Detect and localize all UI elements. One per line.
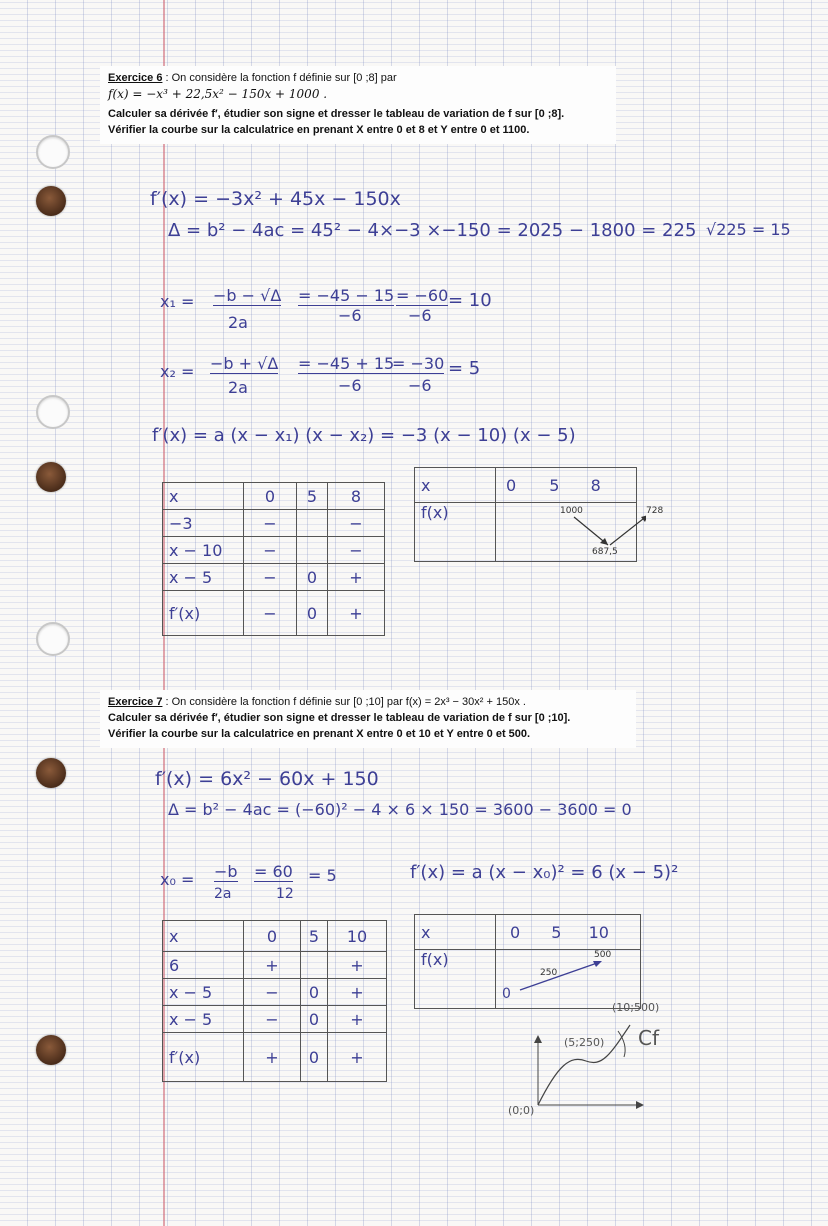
- exercise-6-statement: [100, 66, 616, 144]
- ex7-x0-denominator: 2a: [214, 886, 232, 902]
- ex7-x0-label: x₀ =: [160, 870, 195, 889]
- ex7-delta: Δ = b² − 4ac = (−60)² − 4 × 6 × 150 = 3600 − 3600 = 0: [168, 800, 632, 819]
- table-row: [163, 921, 387, 952]
- exercise-6-check: Vérifier la courbe sur la calculatrice en prenant X entre 0 et 8 et Y entre 0 et 1100.: [108, 124, 530, 136]
- ex6-x1-mid-denominator: −6: [338, 306, 362, 325]
- punch-hole: [36, 135, 70, 169]
- table-row: [163, 1033, 387, 1082]
- ex6-x2-denominator: 2a: [228, 378, 248, 397]
- var6-x0: 0: [506, 475, 517, 495]
- var7-end-value: 500: [594, 950, 612, 960]
- table-cell: x − 5: [163, 979, 244, 1006]
- table-cell: f(x): [415, 950, 496, 1009]
- punch-hole: [36, 395, 70, 429]
- var6-end-value: 728: [646, 506, 664, 516]
- table-cell: −: [328, 537, 385, 564]
- ex6-x2-label: x₂ =: [160, 362, 195, 381]
- table-row: [163, 537, 385, 564]
- table-row: [163, 510, 385, 537]
- var7-x0: 0: [510, 922, 521, 942]
- ex6-derivative: f′(x) = −3x² + 45x − 150x: [150, 188, 401, 210]
- ex6-delta: Δ = b² − 4ac = 45² − 4×−3 ×−150 = 2025 − 1800 = 225: [168, 220, 697, 241]
- sketch-end-label: (10;500): [612, 1001, 660, 1014]
- table-cell: f(x): [415, 503, 496, 562]
- ex7-x0-result: = 5: [308, 866, 337, 885]
- ex7-sign-table: [162, 920, 387, 1082]
- table-row: [415, 468, 637, 503]
- table-cell: x − 5: [163, 1006, 244, 1033]
- ex7-derivative: f′(x) = 6x² − 60x + 150: [155, 768, 379, 790]
- var7-mid-value: 250: [540, 968, 558, 978]
- ex6-variation-table: [414, 467, 664, 562]
- table-cell: 0: [301, 1006, 328, 1033]
- table-cell: 10: [328, 921, 387, 952]
- table-cell: 0: [244, 921, 301, 952]
- ex6-x1-right-numerator: = −60: [396, 286, 449, 305]
- ex6-x1-numerator: −b − √Δ: [213, 286, 282, 305]
- ex6-x2-right-numerator: = −30: [392, 354, 445, 373]
- table-row: [163, 1006, 387, 1033]
- ex6-x1-mid-numerator: = −45 − 15: [298, 286, 395, 305]
- ex7-x0-mid-denominator: 12: [276, 886, 294, 902]
- arrow-head-icon: [641, 515, 646, 522]
- table-cell: +: [328, 591, 385, 636]
- increasing-arrow: [520, 962, 600, 990]
- var6-min-value: 687,5: [592, 547, 618, 557]
- table-cell: +: [244, 1033, 301, 1082]
- table-row: [415, 915, 641, 950]
- ex6-x2-numerator: −b + √Δ: [210, 354, 279, 373]
- table-cell: −: [244, 537, 297, 564]
- table-cell: 5: [297, 483, 328, 510]
- table-row: [163, 979, 387, 1006]
- exercise-6-title: Exercice 6: [108, 72, 163, 84]
- ex6-x1-label: x₁ =: [160, 292, 195, 311]
- exercise-6-task: Calculer sa dérivée f′, étudier son signe et dresser le tableau de variation de f sur [0 ;8].: [108, 108, 565, 120]
- table-cell: [496, 468, 637, 503]
- ex6-x2-mid-numerator: = −45 + 15: [298, 354, 395, 373]
- table-cell: +: [328, 1033, 387, 1082]
- exercise-7-task: Calculer sa dérivée f′, étudier son signe et dresser le tableau de variation de f sur [0 ;10].: [108, 712, 571, 724]
- ex7-factored-derivative: f′(x) = a (x − x₀)² = 6 (x − 5)²: [410, 862, 679, 883]
- table-cell: [301, 952, 328, 979]
- ex6-x1-result: = 10: [448, 290, 492, 311]
- arrow-up-icon: [534, 1035, 542, 1043]
- table-cell: −: [244, 1006, 301, 1033]
- table-cell: −: [244, 564, 297, 591]
- table-cell: 8: [328, 483, 385, 510]
- table-cell: 0: [301, 979, 328, 1006]
- table-cell: 0: [297, 564, 328, 591]
- exercise-6-intro: : On considère la fonction f définie sur [0 ;8] par: [162, 72, 397, 84]
- table-cell: 5: [301, 921, 328, 952]
- table-cell: −: [244, 510, 297, 537]
- punch-hole: [36, 1035, 66, 1065]
- var6-arrows: [496, 503, 646, 563]
- table-cell: 0: [297, 591, 328, 636]
- var6-x2: 8: [590, 475, 601, 495]
- sketch-mid-label: (5;250): [564, 1036, 605, 1049]
- ex6-x1-right-denominator: −6: [408, 306, 432, 325]
- table-cell: 0: [244, 483, 297, 510]
- ex6-x1-denominator: 2a: [228, 313, 248, 332]
- punch-hole: [36, 758, 66, 788]
- table-cell: x − 5: [163, 564, 244, 591]
- table-cell: x: [415, 915, 496, 950]
- ex6-factored-derivative: f′(x) = a (x − x₁) (x − x₂) = −3 (x − 10) (x − 5): [152, 425, 576, 446]
- ex6-x2-result: = 5: [448, 358, 481, 379]
- exercise-7-statement: [100, 690, 636, 748]
- table-cell: 6: [163, 952, 244, 979]
- ex6-sign-table: [162, 482, 385, 636]
- var7-x1: 5: [551, 922, 562, 942]
- table-row: [163, 952, 387, 979]
- table-cell: +: [328, 952, 387, 979]
- table-row: [163, 564, 385, 591]
- punch-hole: [36, 462, 66, 492]
- ex6-x2-mid-denominator: −6: [338, 376, 362, 395]
- table-cell: −: [244, 591, 297, 636]
- table-cell: [297, 537, 328, 564]
- annotation-arrow: [618, 1031, 625, 1057]
- sketch-origin-label: (0;0): [508, 1104, 535, 1117]
- exercise-7-title: Exercice 7: [108, 696, 163, 708]
- table-cell: f′(x): [163, 1033, 244, 1082]
- table-cell: x: [415, 468, 496, 503]
- arrow-right-icon: [636, 1101, 644, 1109]
- ex7-x0-mid-numerator: = 60: [254, 862, 293, 881]
- table-cell: x − 10: [163, 537, 244, 564]
- table-cell: x: [163, 483, 244, 510]
- ex7-x0-numerator: −b: [214, 862, 238, 881]
- table-row: [163, 591, 385, 636]
- exercise-7-intro: : On considère la fonction f définie sur [0 ;10] par f(x) = 2x³ − 30x² + 150x .: [162, 696, 526, 708]
- table-row: [163, 483, 385, 510]
- table-cell: +: [328, 1006, 387, 1033]
- table-cell: −: [328, 510, 385, 537]
- table-cell: 0: [301, 1033, 328, 1082]
- table-cell: x: [163, 921, 244, 952]
- table-cell: +: [328, 564, 385, 591]
- table-cell: [496, 915, 641, 950]
- exercise-7-check: Vérifier la courbe sur la calculatrice en prenant X entre 0 et 10 et Y entre 0 et 500.: [108, 728, 531, 740]
- var7-start-value: 0: [502, 986, 511, 1002]
- table-cell: +: [328, 979, 387, 1006]
- exercise-6-function: f(x) = −x³ + 22,5x² − 150x + 1000 .: [108, 87, 328, 101]
- table-cell: f′(x): [163, 591, 244, 636]
- increasing-arrow: [610, 515, 646, 545]
- var7-x2: 10: [588, 922, 609, 942]
- punch-hole: [36, 186, 66, 216]
- table-cell: −3: [163, 510, 244, 537]
- var6-x1: 5: [549, 475, 560, 495]
- var6-start-value: 1000: [560, 506, 583, 516]
- punch-hole: [36, 622, 70, 656]
- ex6-x2-right-denominator: −6: [408, 376, 432, 395]
- table-cell: +: [244, 952, 301, 979]
- table-row: [415, 503, 637, 562]
- table-cell: −: [244, 979, 301, 1006]
- table-cell: [297, 510, 328, 537]
- ex6-sqrt-delta: √225 = 15: [706, 220, 791, 239]
- sketch-curve-name: Cf: [638, 1026, 660, 1050]
- table-cell: [496, 503, 664, 562]
